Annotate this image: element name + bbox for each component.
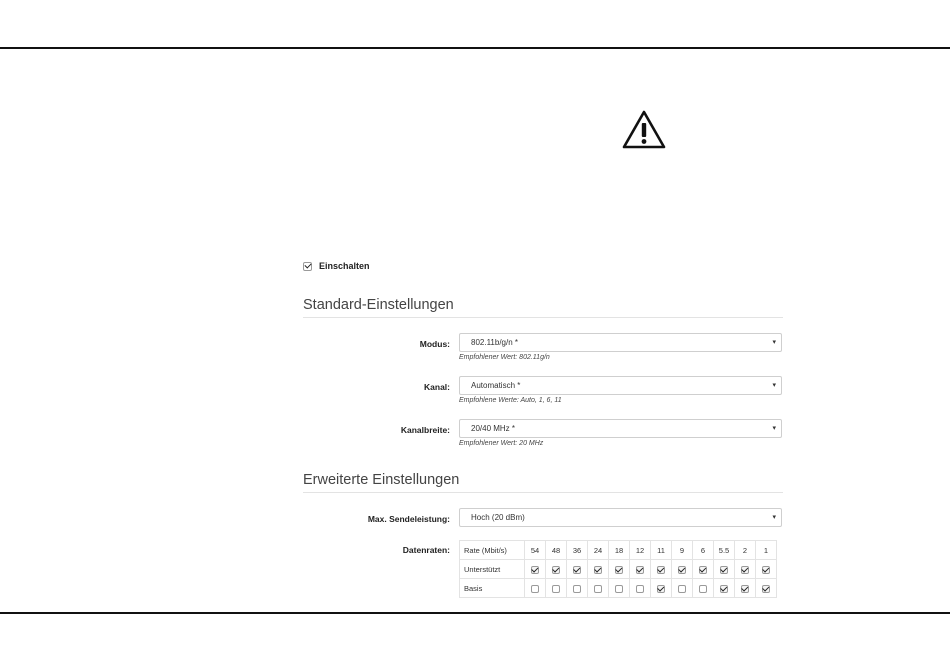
standard-settings-title: Standard-Einstellungen: [303, 297, 783, 318]
rate-checkbox[interactable]: [699, 585, 707, 593]
rate-header-cell: 54: [525, 541, 546, 560]
rate-checkbox-cell: [672, 560, 693, 579]
rate-checkbox[interactable]: [720, 566, 728, 574]
rate-checkbox-cell: [735, 579, 756, 598]
bottom-divider: [0, 612, 950, 614]
rate-checkbox-cell: [756, 579, 777, 598]
rate-checkbox[interactable]: [594, 585, 602, 593]
rate-checkbox-cell: [735, 560, 756, 579]
kanalbreite-select[interactable]: [459, 419, 782, 438]
rates-row: [460, 579, 777, 598]
rate-header-cell: 2: [735, 541, 756, 560]
rate-checkbox-cell: [714, 560, 735, 579]
rate-checkbox-cell: [546, 579, 567, 598]
rate-checkbox[interactable]: [531, 566, 539, 574]
advanced-settings-title: Erweiterte Einstellungen: [303, 472, 783, 493]
enable-checkbox-row[interactable]: [303, 261, 370, 271]
kanal-value: Automatisch *: [471, 381, 521, 390]
rate-checkbox-cell: [714, 579, 735, 598]
rate-checkbox[interactable]: [636, 566, 644, 574]
rate-checkbox[interactable]: [678, 585, 686, 593]
rate-checkbox-cell: [546, 560, 567, 579]
warning-triangle-icon: [622, 110, 666, 150]
rate-header-cell: 9: [672, 541, 693, 560]
rate-checkbox-cell: [588, 579, 609, 598]
rate-checkbox-cell: [630, 579, 651, 598]
rate-checkbox-cell: [651, 579, 672, 598]
rate-checkbox[interactable]: [720, 585, 728, 593]
dropdown-arrow-icon: ▾: [772, 382, 776, 389]
rate-checkbox[interactable]: [741, 585, 749, 593]
rate-checkbox-cell: [756, 560, 777, 579]
rate-checkbox-cell: [567, 560, 588, 579]
kanal-hint: Empfohlene Werte: Auto, 1, 6, 11: [459, 397, 562, 404]
sendeleistung-label: Max. Sendeleistung:: [367, 514, 450, 524]
rate-checkbox-cell: [525, 560, 546, 579]
rate-checkbox[interactable]: [552, 585, 560, 593]
enable-label: Einschalten: [319, 261, 370, 271]
rate-header-cell: 18: [609, 541, 630, 560]
rate-checkbox[interactable]: [573, 585, 581, 593]
rate-checkbox[interactable]: [741, 566, 749, 574]
rate-checkbox[interactable]: [594, 566, 602, 574]
rate-checkbox-cell: [609, 579, 630, 598]
rate-checkbox-cell: [651, 560, 672, 579]
rate-checkbox-cell: [693, 560, 714, 579]
rate-checkbox[interactable]: [762, 585, 770, 593]
rate-checkbox[interactable]: [657, 585, 665, 593]
kanalbreite-value: 20/40 MHz *: [471, 424, 516, 433]
modus-hint: Empfohlener Wert: 802.11g/n: [459, 354, 550, 361]
enable-checkbox[interactable]: [303, 262, 312, 271]
rate-checkbox[interactable]: [552, 566, 560, 574]
rate-header-cell: 1: [756, 541, 777, 560]
dropdown-arrow-icon: ▾: [772, 425, 776, 432]
rate-checkbox-cell: [567, 579, 588, 598]
rates-header-label: Rate (Mbit/s): [460, 541, 525, 560]
kanalbreite-hint: Empfohlener Wert: 20 MHz: [459, 440, 544, 447]
rate-header-cell: 6: [693, 541, 714, 560]
data-rates-table: [459, 540, 777, 598]
rate-checkbox-cell: [588, 560, 609, 579]
rate-checkbox-cell: [672, 579, 693, 598]
dropdown-arrow-icon: ▾: [772, 514, 776, 521]
kanal-select[interactable]: [459, 376, 782, 395]
rate-header-cell: 24: [588, 541, 609, 560]
rate-checkbox[interactable]: [678, 566, 686, 574]
rate-checkbox[interactable]: [573, 566, 581, 574]
rate-checkbox[interactable]: [615, 585, 623, 593]
rate-checkbox-cell: [693, 579, 714, 598]
rate-header-cell: 36: [567, 541, 588, 560]
rates-row: [460, 560, 777, 579]
rate-checkbox[interactable]: [699, 566, 707, 574]
rate-checkbox[interactable]: [762, 566, 770, 574]
rate-header-cell: 11: [651, 541, 672, 560]
rate-checkbox[interactable]: [531, 585, 539, 593]
rate-checkbox[interactable]: [636, 585, 644, 593]
rate-header-cell: 12: [630, 541, 651, 560]
modus-select[interactable]: [459, 333, 782, 352]
modus-value: 802.11b/g/n *: [471, 338, 519, 347]
sendeleistung-value: Hoch (20 dBm): [471, 513, 525, 522]
dropdown-arrow-icon: ▾: [772, 339, 776, 346]
rate-checkbox-cell: [609, 560, 630, 579]
kanalbreite-label: Kanalbreite:: [400, 425, 450, 435]
rate-checkbox[interactable]: [615, 566, 623, 574]
rate-checkbox-cell: [525, 579, 546, 598]
datenraten-label: Datenraten:: [402, 545, 450, 555]
rates-row-label: Basis: [460, 579, 525, 598]
sendeleistung-select[interactable]: [459, 508, 782, 527]
rate-header-cell: 48: [546, 541, 567, 560]
kanal-label: Kanal:: [424, 382, 450, 392]
rates-row-label: Unterstützt: [460, 560, 525, 579]
top-divider: [0, 47, 950, 49]
rate-checkbox[interactable]: [657, 566, 665, 574]
rates-header-row: [460, 541, 777, 560]
modus-label: Modus:: [419, 339, 450, 349]
rate-checkbox-cell: [630, 560, 651, 579]
rate-header-cell: 5.5: [714, 541, 735, 560]
